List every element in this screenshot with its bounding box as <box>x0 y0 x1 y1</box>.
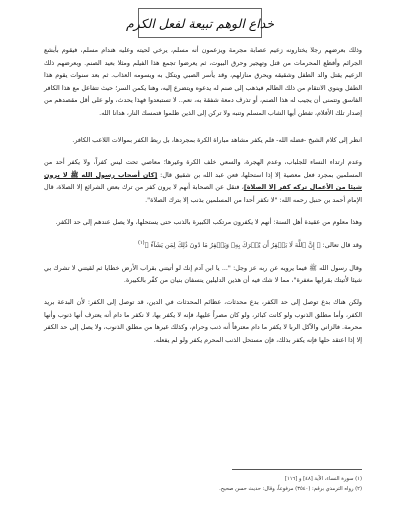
paragraph-text: ، فنقل عن الصحابة أنهم لا يرون كفر من ترك بعض الشرائع إلا الصلاة، قال الإمام أحمد بن حنبل رحمه الله: "لا نكفر أحدا من المسلمين بذنب إلا بترك الصلاة". <box>44 183 362 204</box>
paragraph-text: وقد قال تعالى: <box>320 241 362 250</box>
paragraph-text: وعدم ارتداء النساء للجلباب، وعدم الهجرة، والسعي خلف الكرة وغيرها؛ معاصي تحت ليس كفراً، ولا يكفر أحد من المسلمين بمجرد فعل معصية إلا إذا استحلها، فعن عبد الله بن شقيق قال: <box>44 158 363 179</box>
footnote-item: (١) سورة النساء، الآية [٤٨] و [١١٦] <box>284 476 362 482</box>
footnote-item: (٢) رواه الترمذي برقم: (٣٥٤٠) مرفوعاً، وقال: حديث حسن صحيح. <box>219 486 362 492</box>
footnote-reference: (١) <box>138 240 145 247</box>
body-text <box>44 44 362 355</box>
quran-verse: ﴿ إِنَّ ٱللَّهَ لَا يَغۡفِرُ أَن يُشۡرَكَ بِهِۦ وَيَغۡفِرُ مَا دُونَ ذَٰلِكَ لِمَن يَشَآءُ ﴾ <box>144 241 321 250</box>
paragraph: وذلك بعرضهم رجلا يختارونه زعيم عصابة مجرمة ويزعمون أنه مسلم، يرخي لحيته وعليه هندام مسلم، فيقوم بأبشع الجرائم وأفظع المحرمات من قتل وتهجير وحرق البيوت، ثم يعرضوا تجمع هذا الفيلم ومثلا بعيد الصنم. وبعرضهم ذلك الزعيم يقتل والد الطفل وشقيقه ويحرق منازلهم، وقد يأسر الصبي ويتكل به ويسومه العذاب. ثم بعد سنوات يقوم هذا الطفل وينوي الانتقام من ذلك الظالم فيذهب إلى صنم له يدعوه ويتضرع إليه، وهنا يكمن السر؛ حيث تتفاعل مع هذا الكافر الفاسق وتتمنى أن يجيب له هذا الصنم، أو تذرف دمعة شفقة به، نعم.. لا تستبعدوا فهذا يحدث، ولو على أقل مقصدهم من إصدار تلك الأفلام، تفطن أيها الشاب المسلم وتنبه ولا تركن إلى الذين ظلموا فتمسك النار، هدانا الله. <box>44 46 362 117</box>
highlighted-quote: [كان أصحاب رسول الله ﷺ لا يرون شيئا من الأعمال تركه كفر إلا الصلاة] <box>44 170 362 192</box>
verse-paragraph <box>44 237 362 252</box>
footnote-divider <box>232 469 362 470</box>
paragraph <box>44 156 362 206</box>
footnotes <box>112 474 362 494</box>
paragraph: وقال رسول الله ﷺ فيما يرويه عن ربه عز وجل: "... يا ابن آدم إنك لو أتيتني بقراب الأرض خطايا ثم لقيتني لا تشرك بي شيئا لأتيتك بقرابها مغفرة"، مما لا شك فيه أن هذين الدليلين ينسفان بنيان من كفّر بالكبيرة. <box>44 263 362 285</box>
paragraph: ولكن هناك بدع توصل إلى حد الكفر، بدع محدثات، عظائم المحدثات في الدين، قد توصل إلى الكفر: لأن البدعة بريد الكفر، وأما مطلق الذنوب ولو كانت كبائر، ولو كان مصراً عليها، فإنه لا يكفر بها، لا نكفر ما دام أنه يعترف أنها ذنوب وأنها محرمة. فالزاني والآكل الربا لا يكفر ما دام معترفاً أنه ذنب وحرام، وكذلك غيرها من مطلق الذنوب، ولا يصل إلى حد الكفر إلا إذا اعتقد حلها فإنه يكفر بذلك، فإن مستحل الذنب المحرم يكفر ولو لم يفعله. <box>44 298 362 344</box>
paragraph: وهذا معلوم من عقيدة أهل السنة: أنهم لا يكفرون مرتكب الكبيرة بالذنب حتى يستحلها، ولا يصل عندهم إلى حد الكفر. <box>55 217 362 226</box>
header-title: خداع الوهم تبيعة لفعل الكرم <box>126 15 274 31</box>
page-header-ornament <box>126 8 274 38</box>
paragraph: انظر إلى كلام الشيخ -فضله الله- فلم يكفر مشاهد مباراة الكرة بمجردها، بل ربط الكفر بموالات اللاعب الكافر. <box>72 135 362 144</box>
